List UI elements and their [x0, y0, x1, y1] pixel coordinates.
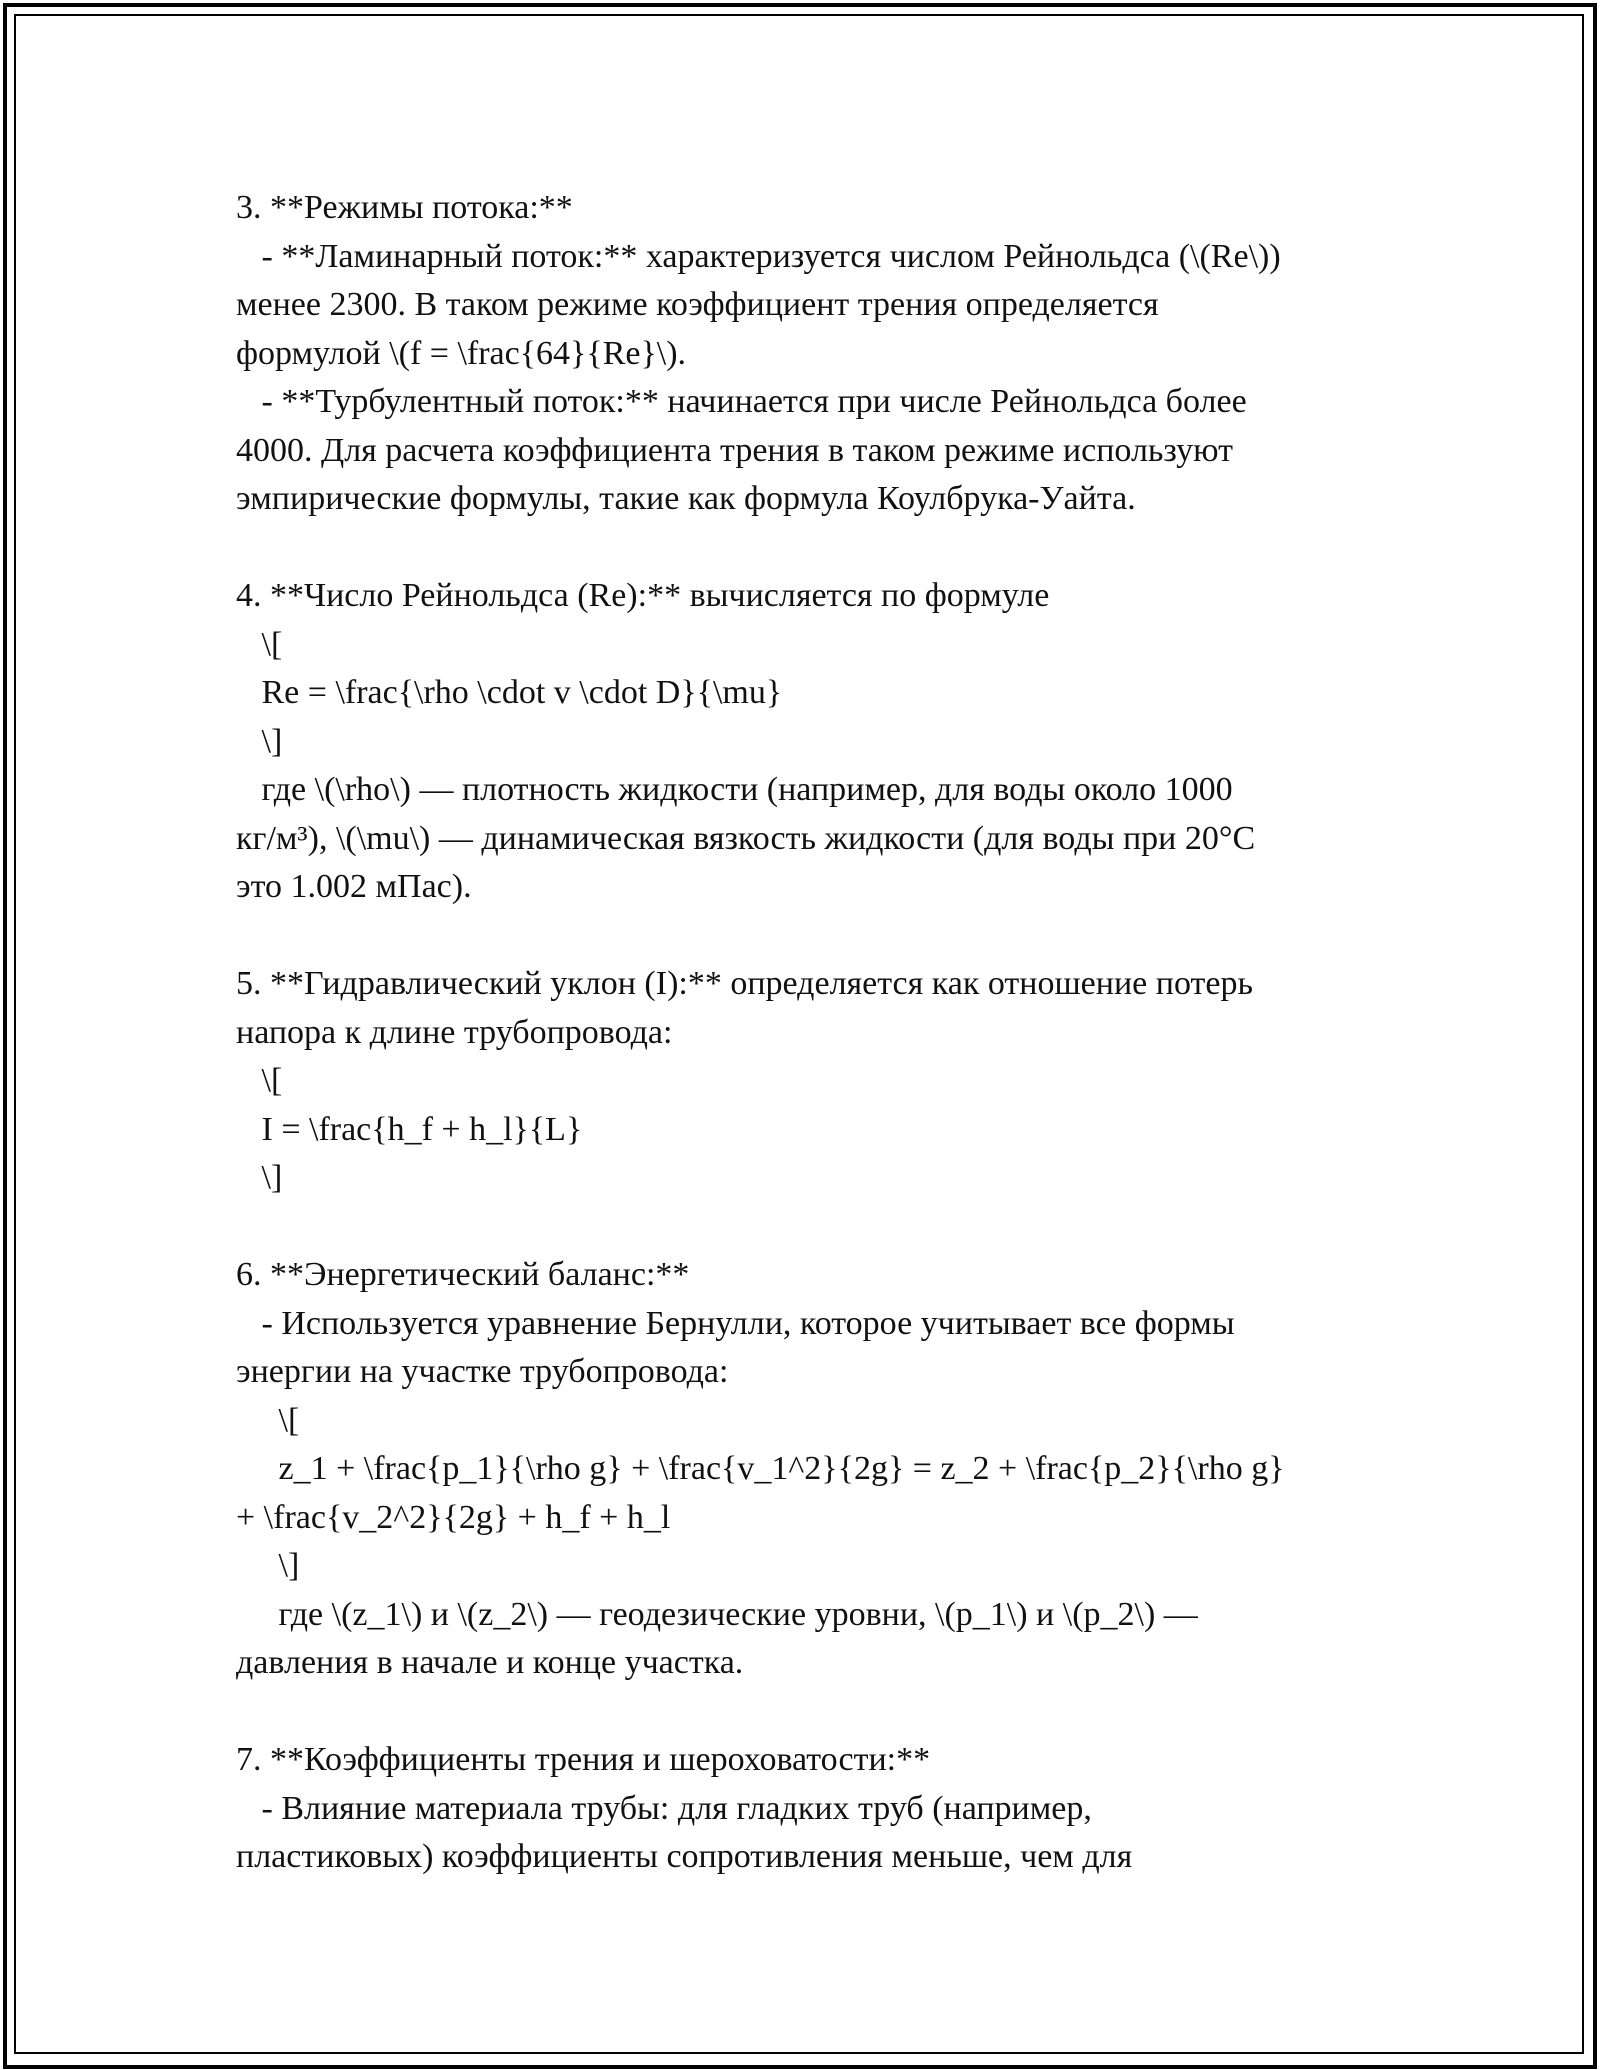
text-line: \]	[236, 1547, 300, 1584]
text-line: менее 2300. В таком режиме коэффициент трения определяется	[236, 286, 1159, 323]
text-line: - Используется уравнение Бернулли, которое учитывает все формы	[236, 1304, 1235, 1342]
text-line: напора к длине трубопровода:	[236, 1013, 673, 1051]
text-line: 6. **Энергетический баланс:**	[236, 1256, 690, 1293]
text-line: - **Ламинарный поток:** характеризуется числом Рейнольдса (\(Re\))	[236, 237, 1281, 275]
blank-line	[236, 1203, 1386, 1252]
text-line: \]	[236, 722, 283, 760]
text-line: где \(z_1\) и \(z_2\) — геодезические уровни, \(p_1\) и \(p_2\) —	[236, 1595, 1198, 1633]
text-line: - Влияние материала трубы: для гладких труб (например,	[236, 1789, 1092, 1827]
text-line: Re = \frac{\rho \cdot v \cdot D}{\mu}	[236, 674, 783, 711]
text-line: \[	[236, 1401, 300, 1439]
blank-line	[236, 1688, 1386, 1737]
text-line: пластиковых) коэффициенты сопротивления меньше, чем для	[236, 1838, 1133, 1875]
text-line: где \(\rho\) — плотность жидкости (например, для воды около 1000	[236, 771, 1233, 808]
text-line: это 1.002 мПас).	[236, 868, 472, 905]
text-line: - **Турбулентный поток:** начинается при числе Рейнольдса более	[236, 383, 1247, 420]
text-line: I = \frac{h_f + h_l}{L}	[236, 1110, 583, 1148]
text-line: 5. **Гидравлический уклон (I):** определяется как отношение потерь	[236, 965, 1253, 1002]
text-line: 4. **Число Рейнольдса (Re):** вычисляется по формуле	[236, 577, 1050, 614]
text-line: 3. **Режимы потока:**	[236, 189, 573, 226]
text-line: 4000. Для расчета коэффициента трения в таком режиме используют	[236, 431, 1233, 469]
text-line: z_1 + \frac{p_1}{\rho g} + \frac{v_1^2}{2g} = z_2 + \frac{p_2}{\rho g}	[236, 1450, 1285, 1487]
blank-line	[236, 912, 1386, 961]
text-line: кг/м³), \(\mu\) — динамическая вязкость жидкости (для воды при 20°C	[236, 819, 1256, 857]
document-body	[236, 184, 1386, 1882]
blank-line	[236, 524, 1386, 573]
text-line: энергии на участке трубопровода:	[236, 1353, 729, 1390]
text-line: \[	[236, 625, 283, 663]
text-line: 7. **Коэффициенты трения и шероховатости:**	[236, 1741, 931, 1778]
text-line: формулой \(f = \frac{64}{Re}\).	[236, 334, 687, 372]
text-line: + \frac{v_2^2}{2g} + h_f + h_l	[236, 1498, 671, 1536]
text-line: эмпирические формулы, такие как формула Коулбрука-Уайта.	[236, 480, 1136, 517]
text-line: давления в начале и конце участка.	[236, 1644, 744, 1681]
text-line: \[	[236, 1062, 283, 1099]
text-line: \]	[236, 1159, 283, 1196]
